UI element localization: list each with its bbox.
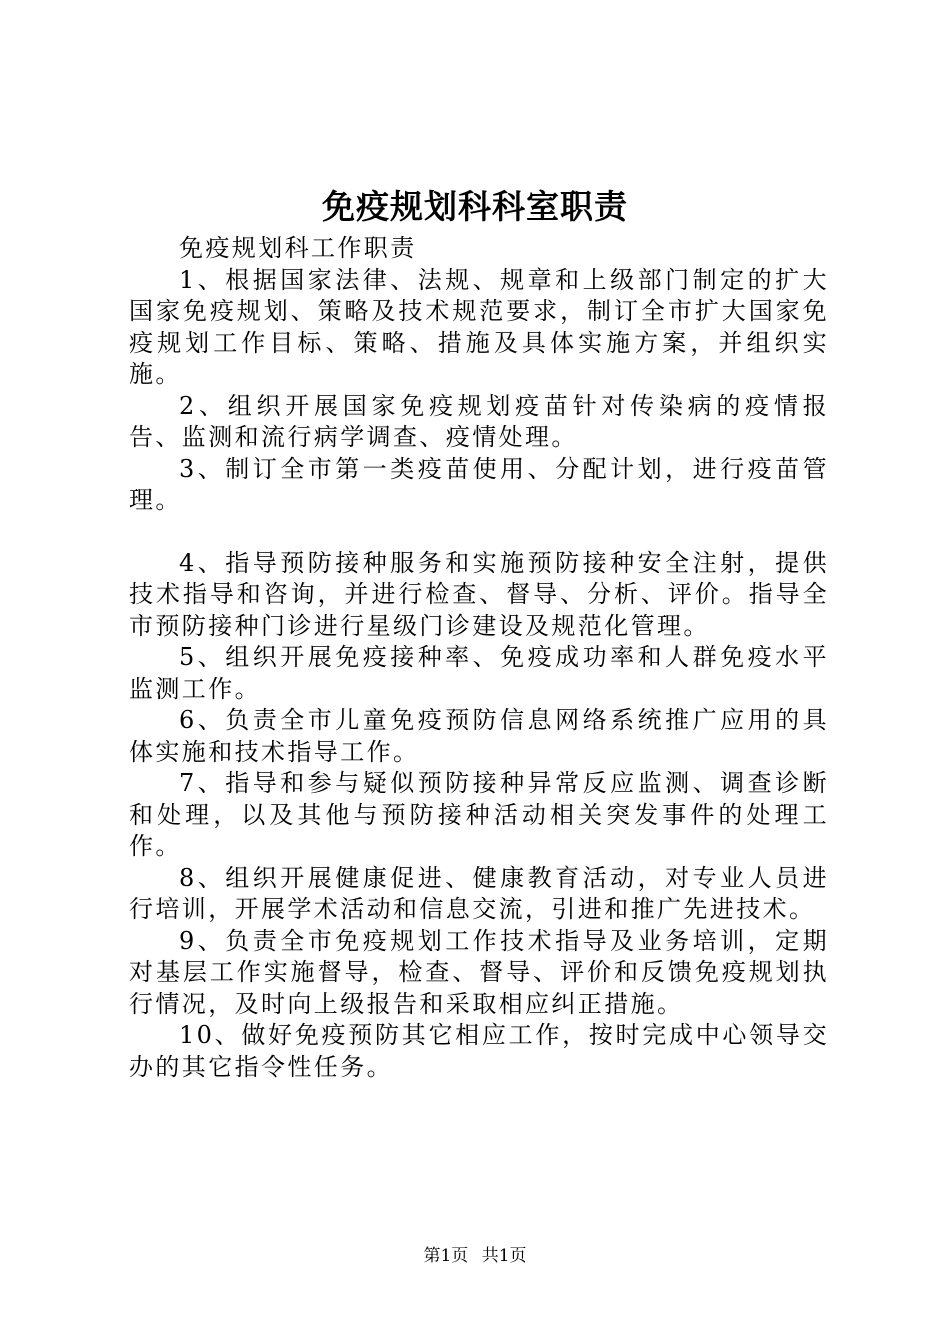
page-number-current: 第1页: [423, 1246, 469, 1266]
page-footer: [0, 1244, 950, 1268]
duty-paragraph-10: 10、做好免疫预防其它相应工作，按时完成中心领导交办的其它指令性任务。: [129, 1021, 829, 1081]
page-number-total: 共1页: [481, 1246, 527, 1266]
duty-paragraph-4: 4、指导预防接种服务和实施预防接种安全注射，提供技术指导和咨询，并进行检查、督导、分析、评价。指导全市预防接种门诊进行星级门诊建设及规范化管理。: [129, 548, 829, 640]
document-subtitle: 免疫规划科工作职责: [179, 234, 417, 262]
document-title: 免疫规划科科室职责: [322, 187, 628, 226]
duty-paragraph-3: 3、制订全市第一类疫苗使用、分配计划，进行疫苗管理。: [129, 454, 829, 514]
duty-paragraph-2: 2、组织开展国家免疫规划疫苗针对传染病的疫情报告、监测和流行病学调查、疫情处理。: [129, 391, 829, 451]
duty-paragraph-6: 6、负责全市儿童免疫预防信息网络系统推广应用的具体实施和技术指导工作。: [129, 706, 829, 766]
duty-paragraph-8: 8、组织开展健康促进、健康教育活动，对专业人员进行培训，开展学术活动和信息交流，引进和推广先进技术。: [129, 863, 829, 923]
duty-paragraph-9: 9、负责全市免疫规划工作技术指导及业务培训，定期对基层工作实施督导，检查、督导、评价和反馈免疫规划执行情况，及时向上级报告和采取相应纠正措施。: [129, 926, 829, 1018]
document-body: [129, 233, 829, 1083]
duty-paragraph-5: 5、组织开展免疫接种率、免疫成功率和人群免疫水平监测工作。: [129, 643, 829, 703]
duty-paragraph-1: 1、根据国家法律、法规、规章和上级部门制定的扩大国家免疫规划、策略及技术规范要求，制订全市扩大国家免疫规划工作目标、策略、措施及具体实施方案，并组织实施。: [129, 265, 829, 388]
duty-paragraph-7: 7、指导和参与疑似预防接种异常反应监测、调查诊断和处理，以及其他与预防接种活动相关突发事件的处理工作。: [129, 769, 829, 860]
